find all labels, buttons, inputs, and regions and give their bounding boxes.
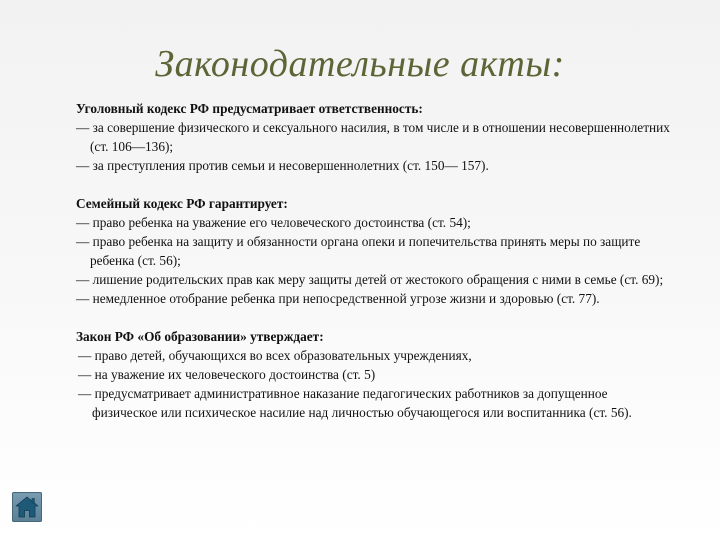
list-item: — лишение родительских прав как меру защиты детей от жестокого обращения с ними в семье (ст. 69);	[76, 272, 664, 287]
slide-title: Законодательные акты:	[155, 43, 565, 85]
list-item: — право ребенка на защиту и обязанности органа опеки и попечительства принять меры по защите ребенка (ст. 56);	[76, 234, 641, 268]
home-icon	[12, 492, 42, 522]
section-heading: Закон РФ «Об образовании» утверждает:	[76, 329, 324, 344]
section-list	[76, 213, 676, 308]
section-heading: Семейный кодекс РФ гарантирует:	[76, 196, 288, 211]
section-criminal-code	[76, 99, 676, 175]
list-item: — право детей, обучающихся во всех образовательных учреждениях,	[78, 348, 472, 363]
section-education-law	[76, 327, 676, 422]
list-item: — за совершение физического и сексуального насилия, в том числе и в отношении несовершеннолетних (ст. 106—136);	[76, 120, 670, 154]
list-item: — на уважение их человеческого достоинства (ст. 5)	[78, 367, 376, 382]
list-item: — за преступления против семьи и несовершеннолетних (ст. 150— 157).	[76, 158, 489, 173]
list-item: — предусматривает административное наказание педагогических работников за допущенное физическое или психическое насилие над личностью обучающегося или воспитанника (ст. 56).	[78, 386, 632, 420]
section-list	[76, 346, 676, 422]
list-item: — право ребенка на уважение его человеческого достоинства (ст. 54);	[76, 215, 471, 230]
home-button[interactable]	[12, 492, 42, 522]
section-list	[76, 118, 676, 175]
section-family-code	[76, 194, 676, 308]
slide-content	[76, 99, 676, 422]
list-item: — немедленное отобрание ребенка при непосредственной угрозе жизни и здоровью (ст. 77).	[76, 291, 600, 306]
section-heading: Уголовный кодекс РФ предусматривает ответственность:	[76, 101, 423, 116]
